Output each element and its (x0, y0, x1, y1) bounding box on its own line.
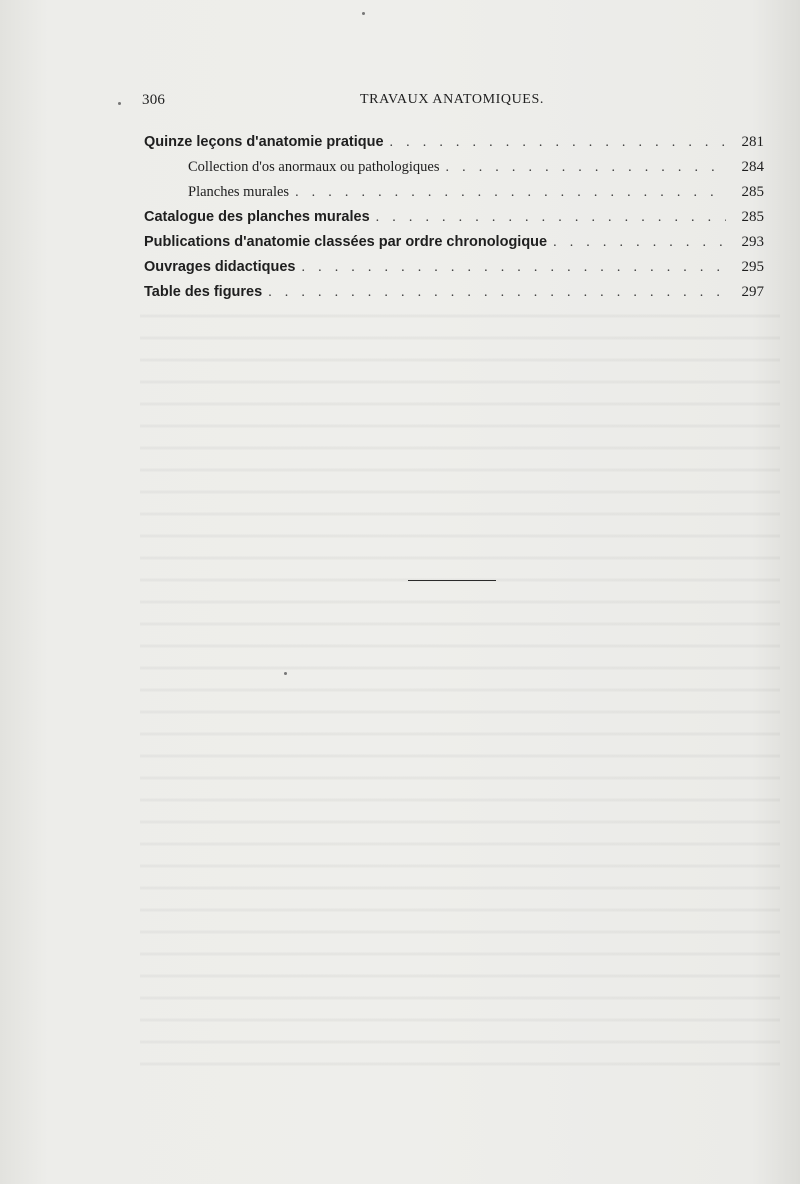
toc-entry (144, 280, 764, 305)
dot-leader (302, 255, 727, 280)
dot-leader (376, 205, 726, 230)
table-of-contents (144, 130, 764, 305)
bleed-through-texture (140, 300, 780, 1080)
toc-entry-label: Catalogue des planches murales (144, 209, 370, 225)
dot-leader (268, 280, 726, 305)
toc-entry-page: 284 (741, 159, 764, 175)
toc-entry-label: Quinze leçons d'anatomie pratique (144, 134, 384, 150)
toc-entry-label: Collection d'os anormaux ou pathologiques (188, 159, 440, 175)
speck-mark (284, 672, 287, 675)
toc-entry (144, 155, 764, 180)
toc-entry (144, 180, 764, 205)
toc-entry (144, 230, 764, 255)
running-title: TRAVAUX ANATOMIQUES. (360, 92, 544, 107)
toc-entry-label: Planches murales (188, 184, 290, 200)
toc-entry-page: 285 (741, 209, 764, 225)
toc-entry-page: 281 (741, 134, 764, 150)
section-end-rule (408, 580, 496, 581)
toc-entry-label: Publications d'anatomie classées par ordre chronologique (144, 234, 548, 250)
speck-mark (118, 102, 121, 105)
toc-entry (144, 205, 764, 230)
toc-entry-page: 295 (741, 259, 764, 275)
toc-entry-label: Table des figures (144, 284, 263, 300)
dot-leader (390, 130, 726, 155)
dot-leader (295, 180, 726, 205)
speck-mark (362, 12, 365, 15)
toc-entry-label: Ouvrages didactiques (144, 259, 296, 275)
page-header (142, 92, 762, 116)
page-number: 306 (142, 92, 166, 108)
dot-leader (446, 155, 727, 180)
dot-leader (553, 230, 726, 255)
toc-entry (144, 130, 764, 155)
toc-entry-page: 297 (741, 284, 764, 300)
toc-entry-page: 285 (741, 184, 764, 200)
toc-entry (144, 255, 764, 280)
toc-entry-page: 293 (741, 234, 764, 250)
